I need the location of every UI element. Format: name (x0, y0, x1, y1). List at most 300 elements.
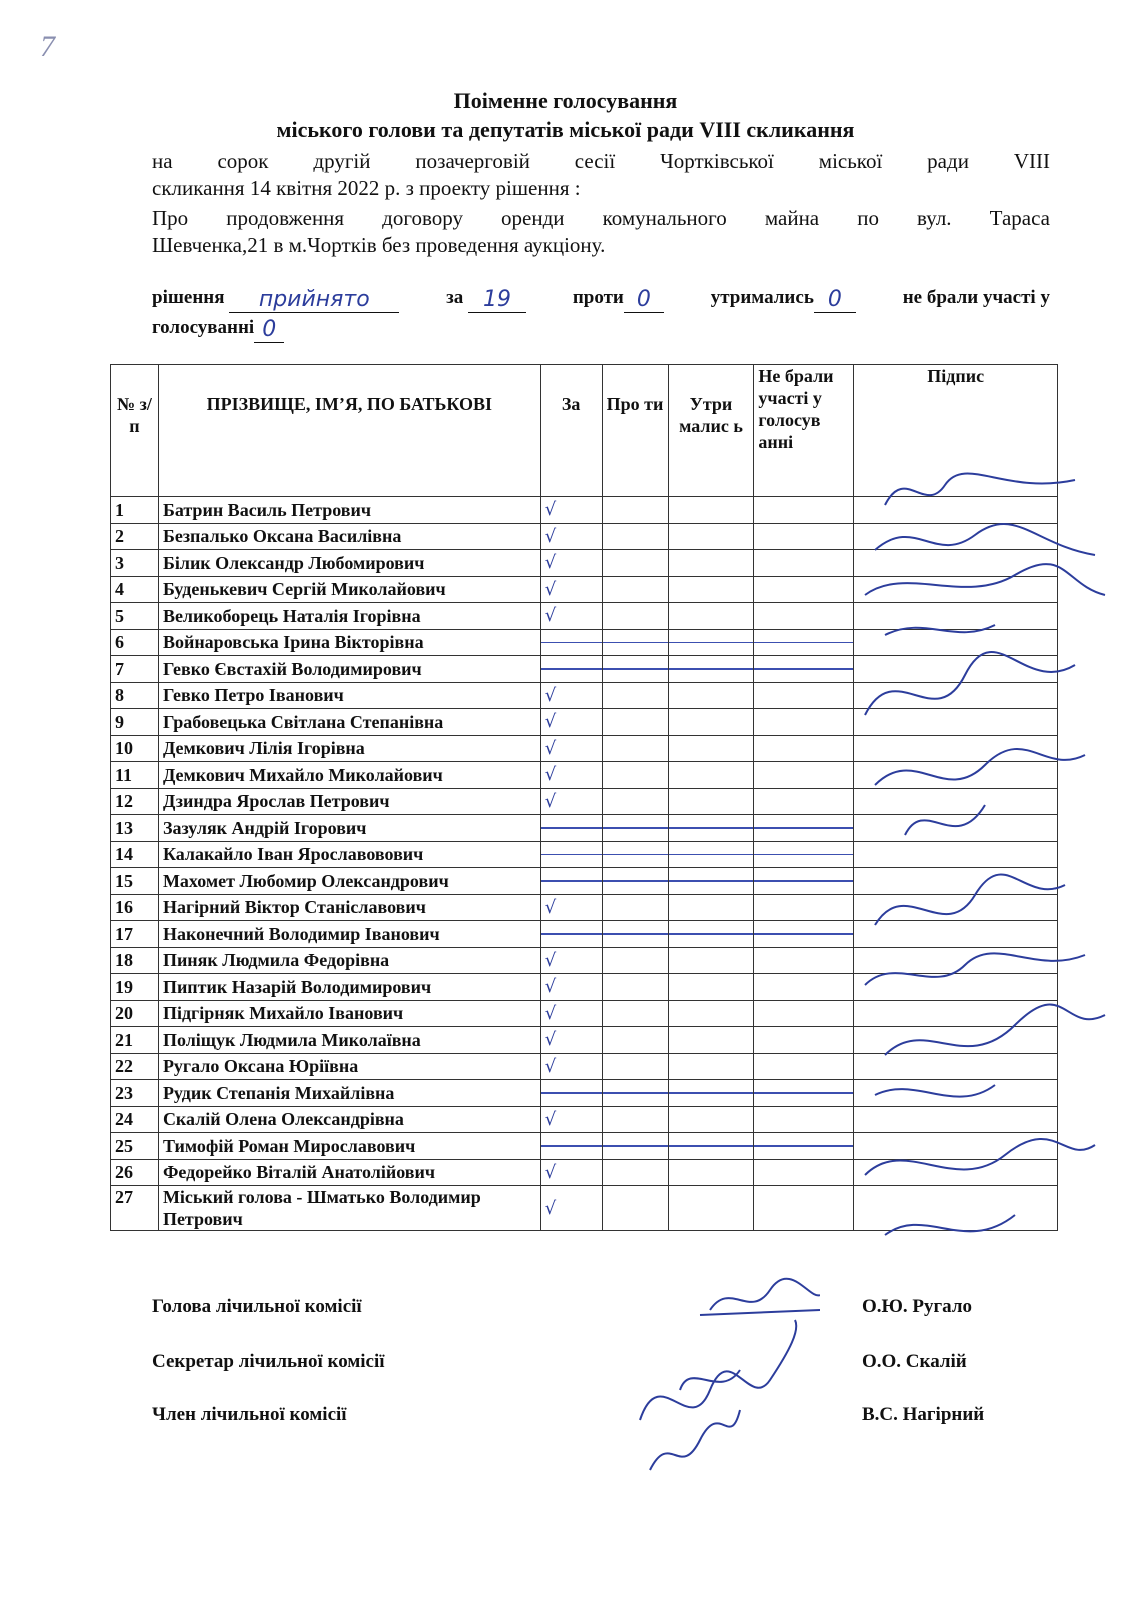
signature-cell (854, 576, 1058, 603)
vote-not-voted-cell (754, 629, 854, 656)
vote-for-cell (540, 841, 602, 868)
row-number: 7 (111, 656, 159, 683)
vote-abstained-cell (668, 709, 754, 736)
check-mark: √ (544, 1161, 557, 1183)
vote-against-cell (602, 762, 668, 789)
vote-against-cell (602, 1186, 668, 1231)
signature-cell (854, 1106, 1058, 1133)
vote-against-cell (602, 682, 668, 709)
check-mark: √ (544, 552, 557, 574)
deputy-name: Демкович Михайло Миколайович (158, 762, 540, 789)
row-number: 9 (111, 709, 159, 736)
table-row (111, 497, 1058, 524)
signature-cell (854, 1133, 1058, 1160)
signature-cell (854, 1027, 1058, 1054)
col-header-name: ПРІЗВИЩЕ, ІМ’Я, ПО БАТЬКОВІ (158, 365, 540, 497)
vote-against-cell (602, 709, 668, 736)
check-mark: √ (544, 525, 557, 547)
vote-abstained-cell (668, 762, 754, 789)
col-header-not-voted: Не брали участі у голосув анні (754, 365, 854, 497)
row-number: 22 (111, 1053, 159, 1080)
vote-for-cell (540, 523, 602, 550)
dash-line (754, 1145, 853, 1147)
vote-against-cell (602, 1159, 668, 1186)
check-mark: √ (544, 684, 557, 706)
check-mark: √ (544, 737, 557, 759)
dash-line (603, 933, 668, 935)
document-title: Поіменне голосування (453, 88, 678, 113)
check-mark: √ (544, 949, 557, 971)
vote-not-voted-cell (754, 815, 854, 842)
vote-for-cell (540, 788, 602, 815)
signature-cell (854, 841, 1058, 868)
vote-for-cell (540, 603, 602, 630)
table-row (111, 1159, 1058, 1186)
table-row (111, 576, 1058, 603)
deputy-name: Федорейко Віталій Анатолійович (158, 1159, 540, 1186)
session-line-1: на сорок другій позачерговій сесії Чортківської міської ради VIII (152, 149, 1050, 173)
dash-line (603, 1092, 668, 1094)
vote-abstained-cell (668, 550, 754, 577)
draft-decision-line-2: Шевченка,21 в м.Чортків без проведення аукціону. (152, 233, 606, 257)
row-number: 24 (111, 1106, 159, 1133)
against-value: 0 (624, 288, 664, 313)
member-name: В.С. Нагірний (862, 1404, 985, 1425)
vote-not-voted-cell (754, 894, 854, 921)
vote-not-voted-cell (754, 550, 854, 577)
row-number: 21 (111, 1027, 159, 1054)
check-mark: √ (544, 790, 557, 812)
table-row (111, 1106, 1058, 1133)
row-number: 4 (111, 576, 159, 603)
vote-for-cell (540, 709, 602, 736)
vote-against-cell (602, 523, 668, 550)
vote-for-cell (540, 1080, 602, 1107)
dash-line (603, 854, 668, 856)
commission-signatures (620, 1270, 820, 1490)
vote-against-cell (602, 497, 668, 524)
vote-not-voted-cell (754, 735, 854, 762)
dash-line (754, 827, 853, 829)
secretary-label: Секретар лічильної комісії (152, 1351, 385, 1372)
row-number: 2 (111, 523, 159, 550)
signature-cell (854, 497, 1058, 524)
vote-for-cell (540, 629, 602, 656)
signature-cell (854, 894, 1058, 921)
check-mark: √ (544, 1197, 557, 1219)
row-number: 19 (111, 974, 159, 1001)
vote-for-cell (540, 735, 602, 762)
vote-not-voted-cell (754, 868, 854, 895)
check-mark: √ (544, 711, 557, 733)
vote-for-cell (540, 947, 602, 974)
dash-line (541, 1092, 602, 1094)
vote-abstained-cell (668, 576, 754, 603)
vote-abstained-cell (668, 735, 754, 762)
vote-for-cell (540, 576, 602, 603)
row-number: 1 (111, 497, 159, 524)
vote-abstained-cell (668, 1000, 754, 1027)
vote-against-cell (602, 868, 668, 895)
row-number: 25 (111, 1133, 159, 1160)
dash-line (669, 933, 754, 935)
signature-cell (854, 682, 1058, 709)
row-number: 11 (111, 762, 159, 789)
vote-abstained-cell (668, 1106, 754, 1133)
vote-against-cell (602, 603, 668, 630)
deputy-name: Демкович Лілія Ігорівна (158, 735, 540, 762)
table-row (111, 894, 1058, 921)
vote-against-cell (602, 1053, 668, 1080)
dash-line (541, 854, 602, 856)
signature-cell (854, 629, 1058, 656)
col-header-signature: Підпис (854, 365, 1058, 497)
vote-against-cell (602, 815, 668, 842)
deputy-name: Підгірняк Михайло Іванович (158, 1000, 540, 1027)
vote-not-voted-cell (754, 1080, 854, 1107)
vote-abstained-cell (668, 603, 754, 630)
signature-cell (854, 762, 1058, 789)
signature-cell (854, 974, 1058, 1001)
vote-for-cell (540, 497, 602, 524)
signature-cell (854, 815, 1058, 842)
deputy-name: Великоборець Наталія Ігорівна (158, 603, 540, 630)
signature-cell (854, 735, 1058, 762)
check-mark: √ (544, 578, 557, 600)
vote-against-cell (602, 629, 668, 656)
vote-for-cell (540, 894, 602, 921)
vote-abstained-cell (668, 629, 754, 656)
vote-against-cell (602, 947, 668, 974)
vote-abstained-cell (668, 1080, 754, 1107)
chair-name: О.Ю. Ругало (862, 1296, 972, 1317)
table-row (111, 1053, 1058, 1080)
vote-not-voted-cell (754, 947, 854, 974)
vote-against-cell (602, 921, 668, 948)
check-mark: √ (544, 499, 557, 521)
check-mark: √ (544, 896, 557, 918)
chair-label: Голова лічильної комісії (152, 1296, 362, 1317)
table-row (111, 947, 1058, 974)
row-number: 26 (111, 1159, 159, 1186)
deputy-name: Поліщук Людмила Миколаївна (158, 1027, 540, 1054)
dash-line (603, 880, 668, 882)
vote-not-voted-cell (754, 1053, 854, 1080)
dash-line (754, 642, 853, 644)
deputy-name: Пиптик Назарій Володимирович (158, 974, 540, 1001)
dash-line (669, 827, 754, 829)
check-mark: √ (544, 764, 557, 786)
vote-for-cell (540, 1186, 602, 1231)
deputy-name: Нагірний Віктор Станіславович (158, 894, 540, 921)
against-label: проти (572, 287, 624, 308)
vote-abstained-cell (668, 868, 754, 895)
deputy-name: Зазуляк Андрій Ігорович (158, 815, 540, 842)
table-row (111, 1027, 1058, 1054)
vote-against-cell (602, 1133, 668, 1160)
table-row (111, 550, 1058, 577)
table-row (111, 762, 1058, 789)
check-mark: √ (544, 976, 557, 998)
draft-decision-line-1: Про продовження договору оренди комунального майна по вул. Тараса (152, 206, 1050, 230)
row-number: 16 (111, 894, 159, 921)
table-row (111, 656, 1058, 683)
deputy-name: Гевко Євстахій Володимирович (158, 656, 540, 683)
vote-abstained-cell (668, 523, 754, 550)
vote-not-voted-cell (754, 603, 854, 630)
vote-not-voted-cell (754, 762, 854, 789)
vote-abstained-cell (668, 974, 754, 1001)
deputy-name: Батрин Василь Петрович (158, 497, 540, 524)
deputy-name: Тимофій Роман Мирославович (158, 1133, 540, 1160)
table-row (111, 841, 1058, 868)
table-row (111, 1000, 1058, 1027)
vote-not-voted-cell (754, 1027, 854, 1054)
signature-cell (854, 1159, 1058, 1186)
col-header-number: № з/п (111, 365, 159, 497)
vote-not-voted-cell (754, 682, 854, 709)
deputy-name: Безпалько Оксана Василівна (158, 523, 540, 550)
vote-abstained-cell (668, 788, 754, 815)
deputy-name: Наконечний Володимир Іванович (158, 921, 540, 948)
vote-abstained-cell (668, 1159, 754, 1186)
vote-abstained-cell (668, 894, 754, 921)
vote-not-voted-cell (754, 576, 854, 603)
vote-against-cell (602, 550, 668, 577)
vote-not-voted-cell (754, 921, 854, 948)
vote-abstained-cell (668, 656, 754, 683)
secretary-name: О.О. Скалій (862, 1351, 967, 1372)
dash-line (754, 668, 853, 670)
page-number-mark: 7 (40, 30, 55, 63)
vote-not-voted-cell (754, 1186, 854, 1231)
member-label: Член лічильної комісії (152, 1404, 347, 1425)
dash-line (541, 933, 602, 935)
vote-for-cell (540, 974, 602, 1001)
vote-abstained-cell (668, 947, 754, 974)
deputy-name: Білик Олександр Любомирович (158, 550, 540, 577)
vote-not-voted-cell (754, 523, 854, 550)
dash-line (603, 642, 668, 644)
check-mark: √ (544, 1108, 557, 1130)
vote-against-cell (602, 576, 668, 603)
table-row (111, 709, 1058, 736)
vote-not-voted-cell (754, 974, 854, 1001)
vote-for-cell (540, 815, 602, 842)
row-number: 18 (111, 947, 159, 974)
table-row (111, 974, 1058, 1001)
deputy-name: Скалій Олена Олександрівна (158, 1106, 540, 1133)
vote-for-cell (540, 550, 602, 577)
vote-abstained-cell (668, 682, 754, 709)
row-number: 8 (111, 682, 159, 709)
row-number: 23 (111, 1080, 159, 1107)
dash-line (754, 854, 853, 856)
vote-against-cell (602, 1000, 668, 1027)
dash-line (754, 1092, 853, 1094)
signature-cell (854, 868, 1058, 895)
deputy-name: Гевко Петро Іванович (158, 682, 540, 709)
session-line-2: скликання 14 квітня 2022 р. з проекту рішення : (152, 176, 581, 200)
dash-line (541, 668, 602, 670)
vote-against-cell (602, 1080, 668, 1107)
document-subtitle: міського голови та депутатів міської ради VIII скликання (276, 117, 855, 142)
dash-line (541, 642, 602, 644)
check-mark: √ (544, 1002, 557, 1024)
deputy-name: Калакайло Іван Ярославовович (158, 841, 540, 868)
deputy-name: Ругало Оксана Юріївна (158, 1053, 540, 1080)
dash-line (541, 1145, 602, 1147)
vote-result (152, 283, 1050, 343)
vote-for-cell (540, 921, 602, 948)
decision-label: рішення (152, 287, 225, 308)
signature-cell (854, 603, 1058, 630)
dash-line (541, 827, 602, 829)
deputy-name: Дзиндра Ярослав Петрович (158, 788, 540, 815)
check-mark: √ (544, 605, 557, 627)
vote-for-cell (540, 868, 602, 895)
table-row (111, 1186, 1058, 1231)
for-value: 19 (468, 288, 526, 313)
vote-abstained-cell (668, 921, 754, 948)
deputy-name: Буденькевич Сергій Миколайович (158, 576, 540, 603)
dash-line (669, 854, 754, 856)
dash-line (669, 1145, 754, 1147)
table-row (111, 788, 1058, 815)
vote-against-cell (602, 656, 668, 683)
vote-for-cell (540, 1000, 602, 1027)
table-row (111, 629, 1058, 656)
deputy-name: Войнаровська Ірина Вікторівна (158, 629, 540, 656)
col-header-against: Про ти (602, 365, 668, 497)
table-row (111, 868, 1058, 895)
signature-cell (854, 709, 1058, 736)
vote-not-voted-cell (754, 1159, 854, 1186)
check-mark: √ (544, 1029, 557, 1051)
table-row (111, 1133, 1058, 1160)
dash-line (603, 827, 668, 829)
vote-for-cell (540, 1053, 602, 1080)
signature-cell (854, 656, 1058, 683)
vote-against-cell (602, 894, 668, 921)
deputy-name: Пиняк Людмила Федорівна (158, 947, 540, 974)
vote-not-voted-cell (754, 497, 854, 524)
vote-for-cell (540, 682, 602, 709)
col-header-for: За (540, 365, 602, 497)
decision-value: прийнято (229, 288, 399, 313)
dash-line (669, 642, 754, 644)
row-number: 20 (111, 1000, 159, 1027)
vote-against-cell (602, 1106, 668, 1133)
vote-abstained-cell (668, 1133, 754, 1160)
row-number: 14 (111, 841, 159, 868)
vote-abstained-cell (668, 841, 754, 868)
row-number: 10 (111, 735, 159, 762)
dash-line (669, 880, 754, 882)
vote-abstained-cell (668, 1053, 754, 1080)
vote-against-cell (602, 788, 668, 815)
row-number: 13 (111, 815, 159, 842)
deputy-name: Грабовецька Світлана Степанівна (158, 709, 540, 736)
vote-not-voted-cell (754, 1000, 854, 1027)
row-number: 17 (111, 921, 159, 948)
signature-cell (854, 1186, 1058, 1231)
dash-line (669, 668, 754, 670)
deputy-name: Міський голова - Шматько Володимир Петрович (158, 1186, 540, 1231)
deputy-name: Махомет Любомир Олександрович (158, 868, 540, 895)
abstained-value: 0 (814, 288, 856, 313)
roll-call-table (110, 364, 1058, 1231)
row-number: 12 (111, 788, 159, 815)
vote-for-cell (540, 762, 602, 789)
vote-not-voted-cell (754, 1133, 854, 1160)
signature-cell (854, 788, 1058, 815)
table-row (111, 1080, 1058, 1107)
table-row (111, 682, 1058, 709)
check-mark: √ (544, 1055, 557, 1077)
vote-abstained-cell (668, 1186, 754, 1231)
vote-not-voted-cell (754, 841, 854, 868)
signature-cell (854, 1000, 1058, 1027)
not-voted-value: 0 (254, 318, 284, 343)
col-header-abstained: Утри малис ь (668, 365, 754, 497)
table-row (111, 921, 1058, 948)
vote-for-cell (540, 1027, 602, 1054)
row-number: 6 (111, 629, 159, 656)
vote-abstained-cell (668, 1027, 754, 1054)
table-row (111, 735, 1058, 762)
vote-for-cell (540, 1106, 602, 1133)
row-number: 5 (111, 603, 159, 630)
vote-against-cell (602, 735, 668, 762)
signature-cell (854, 550, 1058, 577)
table-row (111, 603, 1058, 630)
dash-line (541, 880, 602, 882)
vote-for-cell (540, 656, 602, 683)
dash-line (603, 668, 668, 670)
row-number: 27 (111, 1186, 159, 1231)
not-voted-label: не брали участі у (902, 287, 1050, 308)
for-label: за (446, 287, 464, 308)
vote-against-cell (602, 974, 668, 1001)
table-row (111, 815, 1058, 842)
vote-for-cell (540, 1133, 602, 1160)
vote-abstained-cell (668, 815, 754, 842)
not-voted-label-cont: голосуванні (152, 317, 255, 338)
vote-not-voted-cell (754, 709, 854, 736)
signature-cell (854, 921, 1058, 948)
row-number: 3 (111, 550, 159, 577)
deputy-name: Рудик Степанія Михайлівна (158, 1080, 540, 1107)
signature-cell (854, 1080, 1058, 1107)
vote-for-cell (540, 1159, 602, 1186)
row-number: 15 (111, 868, 159, 895)
vote-not-voted-cell (754, 788, 854, 815)
dash-line (754, 933, 853, 935)
vote-against-cell (602, 841, 668, 868)
table-row (111, 523, 1058, 550)
dash-line (669, 1092, 754, 1094)
signature-cell (854, 523, 1058, 550)
vote-not-voted-cell (754, 656, 854, 683)
signature-cell (854, 947, 1058, 974)
dash-line (603, 1145, 668, 1147)
vote-against-cell (602, 1027, 668, 1054)
vote-abstained-cell (668, 497, 754, 524)
abstained-label: утримались (710, 287, 814, 308)
signature-cell (854, 1053, 1058, 1080)
vote-not-voted-cell (754, 1106, 854, 1133)
